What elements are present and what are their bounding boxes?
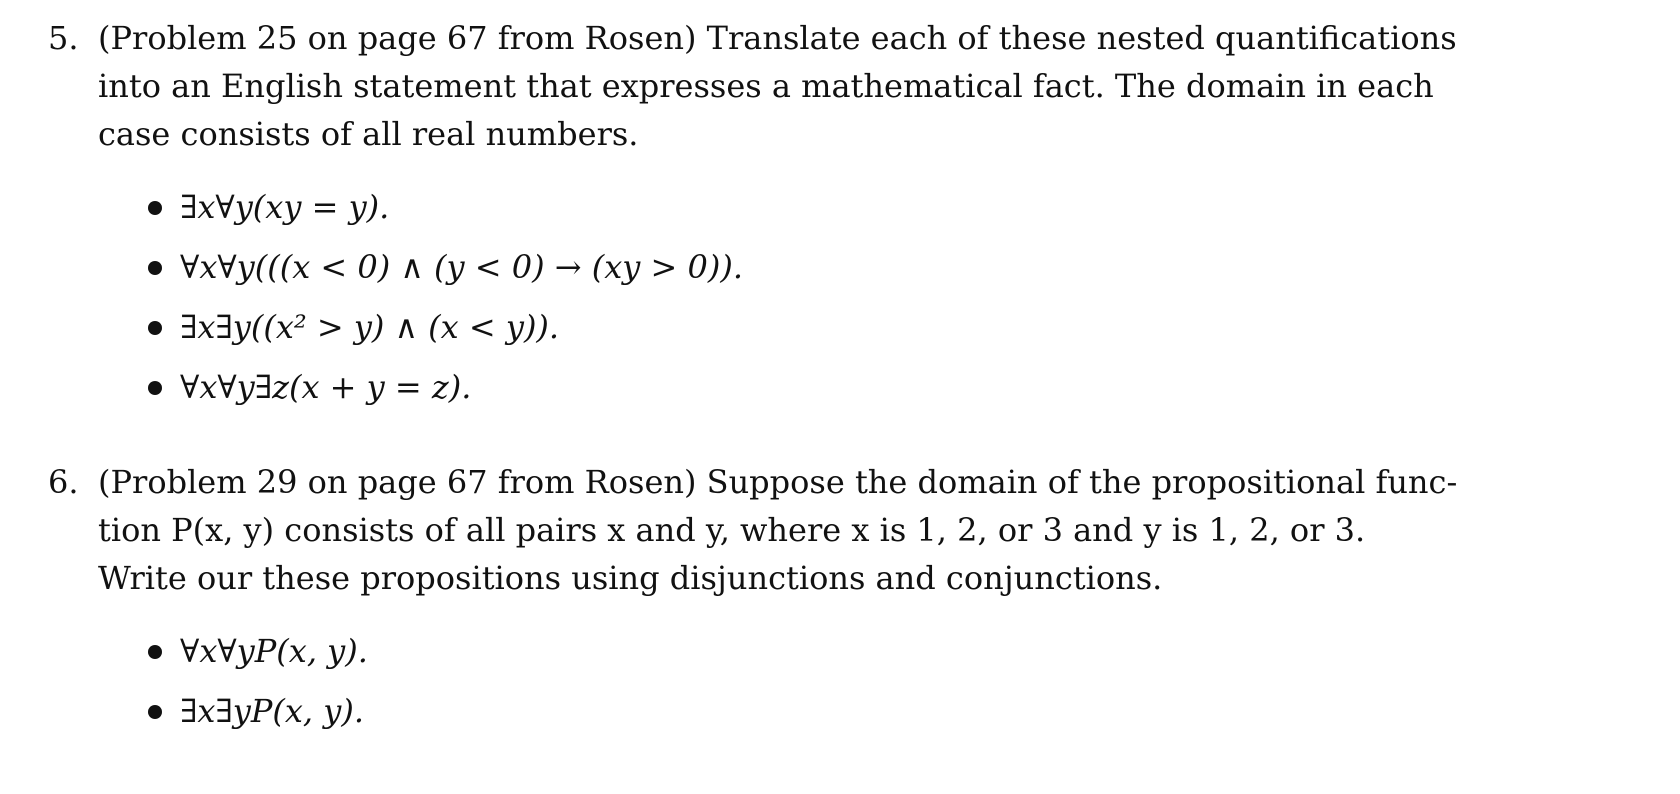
bullet-icon bbox=[148, 261, 162, 275]
formula: ∀x∀y∃z(x + y = z). bbox=[180, 368, 472, 406]
statement-line: into an English statement that expresses a mathematical fact. The domain in each bbox=[98, 67, 1434, 105]
formula: ∃x∃yP(x, y). bbox=[180, 692, 364, 730]
statement-line: tion P(x, y) consists of all pairs x and y, where x is 1, 2, or 3 and y is 1, 2, or 3. bbox=[98, 511, 1366, 549]
statement-line: (Problem 25 on page 67 from Rosen) Translate each of these nested quantifications bbox=[98, 19, 1457, 57]
problem-statement bbox=[98, 458, 1538, 602]
statement-line: Write our these propositions using disjunctions and conjunctions. bbox=[98, 559, 1163, 597]
statement-line: case consists of all real numbers. bbox=[98, 115, 639, 153]
problem-number: 5. bbox=[48, 19, 79, 57]
formula: ∀x∀yP(x, y). bbox=[180, 632, 368, 670]
bullet-icon bbox=[148, 321, 162, 335]
problem-number: 6. bbox=[48, 463, 79, 501]
formula: ∃x∃y((x² > y) ∧ (x < y)). bbox=[180, 308, 560, 346]
formula: ∀x∀y(((x < 0) ∧ (y < 0) → (xy > 0)). bbox=[180, 248, 743, 286]
formula: ∃x∀y(xy = y). bbox=[180, 188, 390, 226]
bullet-icon bbox=[148, 705, 162, 719]
problem-statement bbox=[98, 14, 1538, 158]
bullet-icon bbox=[148, 381, 162, 395]
statement-line: (Problem 29 on page 67 from Rosen) Suppose the domain of the propositional func- bbox=[98, 463, 1458, 501]
bullet-icon bbox=[148, 201, 162, 215]
bullet-icon bbox=[148, 645, 162, 659]
